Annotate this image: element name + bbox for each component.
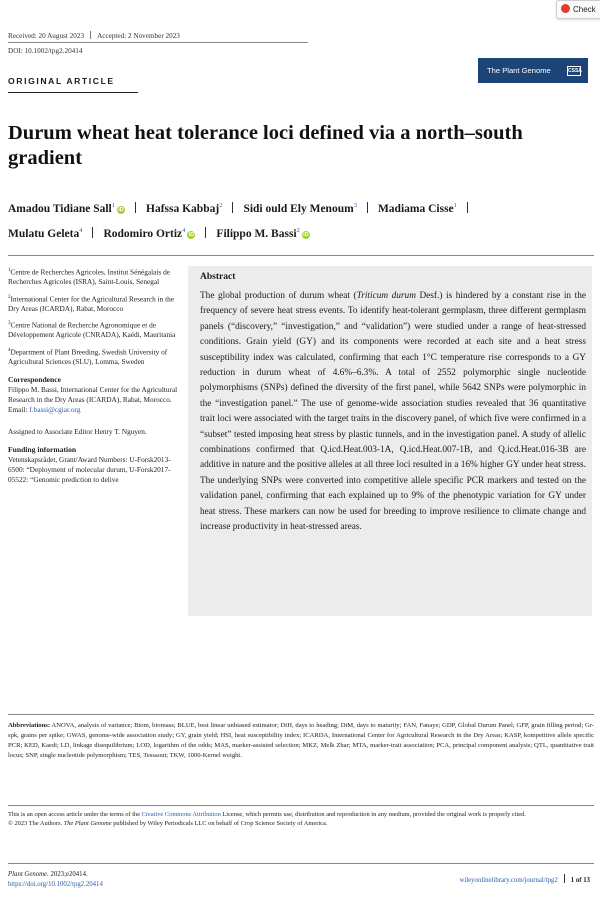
copyright-journal: The Plant Genome <box>63 820 112 827</box>
license-line-1 <box>8 810 594 819</box>
author-6[interactable] <box>103 228 195 240</box>
license-text: License, which permits use, distribution and reproduction in any medium, provided the original work is properly cited. <box>220 811 526 818</box>
author-3[interactable] <box>243 203 357 215</box>
citation-volume: 2023;e20414. <box>48 871 88 878</box>
abbrev-divider <box>8 714 594 715</box>
funding-heading: Funding information <box>8 444 77 454</box>
author-aff: 1 <box>453 202 457 209</box>
affiliation-text: International Center for the Agricultural Research in the Dry Areas (ICARDA), Rabat, Morocco <box>8 293 175 313</box>
journal-site-link[interactable]: wileyonlinelibrary.com/journal/tpg2 <box>459 877 558 884</box>
abstract-box <box>188 266 592 616</box>
affiliation-text: Centre de Recherches Agricoles, Institut Sénégalais de Recherches Agricoles (ISRA), Saint-Louis, Senegal <box>8 267 170 287</box>
orcid-icon[interactable]: iD <box>303 231 309 238</box>
author-aff: 2 <box>296 226 300 234</box>
author-separator <box>92 227 93 238</box>
article-dates <box>8 31 180 40</box>
orcid-icon[interactable]: iD <box>188 231 195 238</box>
abstract-species: Triticum durum <box>356 291 416 301</box>
abstract-text-1: The global production of durum wheat ( <box>200 291 357 301</box>
funding-text: Vetenskapsrådet, Grant/Award Numbers: U-Forsk2013-6500: “Deployment of molecular durum, U-Forsk2017-05522: “Genomic prediction to delive <box>8 455 171 484</box>
affiliation-2 <box>8 293 178 314</box>
associate-editor: Assigned to Associate Editor Henry T. Nguyen. <box>8 426 147 436</box>
author-separator <box>367 202 368 213</box>
orcid-icon[interactable]: iD <box>118 206 124 213</box>
author-separator <box>135 202 136 213</box>
journal-badge[interactable] <box>478 58 588 83</box>
accepted-date: Accepted: 2 November 2023 <box>97 32 180 40</box>
author-aff: 3 <box>353 202 357 209</box>
author-separator <box>205 227 206 238</box>
abbreviations-text: ANOVA, analysis of variance; Biom, biomass; BLUE, best linear unbiased estimator; DtH, days to heading; DtM, days to maturity; FAN, Fanaye; GDP, Global Durum Panel; GFP, grain filling period; Gr-spk, grains per spike; GWAS, genome-wide association study; GY, grain yield; HSI, heat susceptibility index; ICARDA, International Center for Agricultural Research in the Dry Areas; KASP, kompetitive allele specific PCR; KED, Kaedi; LD, linkage disequilibrium; LOD, logarithm of the odds; MAS, marker-assisted selection; MKZ, Melk Zhar; MTA, marker-trait association; PCA, principal component analysis; QTL, quantitative trait locus; SNP, single nucleotide polymorphism; TES, Tessaout; TKW, 1000-Kernel weight. <box>8 722 594 759</box>
meta-divider <box>8 42 308 43</box>
abstract-heading: Abstract <box>200 272 236 282</box>
footer-right <box>459 874 590 884</box>
footer-separator <box>564 874 565 883</box>
copyright-text: © 2023 The Authors. <box>8 820 64 827</box>
license-block <box>8 810 594 828</box>
footer-citation <box>8 870 103 889</box>
author-1[interactable] <box>8 203 125 215</box>
author-2[interactable] <box>146 203 222 215</box>
author-aff: 4 <box>182 226 186 234</box>
correspondence-address: Filippo M. Bassi, International Center for the Agricultural Research in the Dry Areas (ICARDA), Rabat, Morocco. <box>8 385 178 405</box>
affiliation-3 <box>8 319 178 340</box>
cc-license-link[interactable]: Creative Commons Attribution <box>141 811 221 818</box>
abbreviations <box>8 721 594 761</box>
citation-journal: Plant Genome. <box>8 871 49 878</box>
author-4[interactable] <box>378 203 457 215</box>
check-for-updates-button[interactable] <box>556 0 600 19</box>
affiliation-1 <box>8 266 178 287</box>
abstract-text-2: Desf.) is hindered by a constant rise in the frequency of severe heat stress events. To identify heat-tolerant germplasm, three different germplasm panels (“discovery,” “investigation,” and “validation”) were studied under a range of heat-stressed conditions. Grain yield (GY) and its components were recorded at each site and a heat stress susceptibility index was calculated, confirming that each 1°C temperature rise corresponds to a GY reduction in durum wheat of 4.6%–6.3%. A total of 2552 polymorphic single nucleotide polymorphisms (SNPs) defined the diversity of the first panel, while 5642 SNPs were polymorphic in the “investigation panel.” The use of genome-wide association studies revealed that 36 quantitative trait loci were associated with the target traits in the discovery panel, of which five were confirmed in a “subset” tested imposing heat stress by plastic tunnels, and in the investigation panel. A study of allelic combinations confirmed that Q.icd.Heat.003-1A, Q.icd.Heat.007-1B, and Q.icd.Heat.016-3B are additive in nature and the positive alleles at all three loci resulted in a 16% higher GY under heat stress. The underlying SNPs were converted into competitive allele specific PCR markers and tested on the validation panel, confirming that each explained up to 9% of the phenotypic variation for GY under heat stress. These markers can now be used for breeding to improve resilience to climate change and increase productivity in heat-stressed areas. <box>200 291 586 533</box>
author-7[interactable] <box>216 228 309 240</box>
author-separator <box>467 202 468 213</box>
article-title: Durum wheat heat tolerance loci defined via a north–south gradient <box>8 122 523 169</box>
author-name: Hafssa Kabbaj <box>146 202 220 215</box>
article-doi[interactable]: DOI: 10.1002/tpg2.20414 <box>8 47 83 55</box>
license-divider <box>8 805 594 806</box>
license-text: This is an open access article under the terms of the <box>8 811 142 818</box>
author-aff: 4 <box>79 226 83 234</box>
author-list <box>8 195 598 245</box>
author-5[interactable] <box>8 228 82 240</box>
section-underline <box>8 92 138 93</box>
author-aff: 1 <box>111 202 116 209</box>
journal-badge-text: The Plant Genome <box>487 66 551 75</box>
affiliation-4 <box>8 346 178 367</box>
author-name: Amadou Tidiane Sall <box>8 202 112 215</box>
affiliation-text: Centre National de Recherche Agronomique et de Développement Agricole (CNRADA), Kaédi, Mauritania <box>8 320 176 340</box>
author-aff: 2 <box>219 202 223 209</box>
section-label: ORIGINAL ARTICLE <box>8 76 115 86</box>
license-line-2 <box>8 819 594 828</box>
affiliation-number: 2 <box>8 294 11 300</box>
footer-divider <box>8 863 594 864</box>
email-label: Email: <box>8 404 28 414</box>
abbreviations-label: Abbreviations: <box>8 722 51 729</box>
affiliations-column <box>8 266 178 490</box>
cssa-logo-icon: CSSA <box>568 68 582 74</box>
copyright-text: published by Wiley Periodicals LLC on behalf of Crop Science Society of America. <box>111 820 328 827</box>
author-name: Filippo M. Bassi <box>216 227 297 240</box>
author-name: Sidi ould Ely Menoum <box>243 202 354 215</box>
correspondence-email-link[interactable]: f.bassi@cgiar.org <box>29 404 81 414</box>
check-button-label: Check <box>573 5 596 14</box>
correspondence-text <box>8 385 178 414</box>
author-divider <box>8 255 594 256</box>
author-name: Madiama Cisse <box>377 202 454 215</box>
affiliation-number: 1 <box>8 268 11 273</box>
abstract-body <box>200 289 586 536</box>
author-separator <box>232 202 233 213</box>
received-date: Received: 20 August 2023 <box>8 32 85 40</box>
affiliation-number: 3 <box>8 321 11 327</box>
affiliation-number: 4 <box>8 347 11 353</box>
correspondence-heading: Correspondence <box>8 374 62 384</box>
crossmark-icon <box>561 4 570 13</box>
author-name: Rodomiro Ortiz <box>103 227 183 240</box>
affiliation-text: Department of Plant Breeding, Swedish University of Agricultural Sciences (SLU), Lomma, Sweden <box>8 346 168 366</box>
doi-link[interactable]: https://doi.org/10.1002/tpg2.20414 <box>8 880 103 888</box>
date-separator <box>90 31 91 39</box>
page-number: 1 of 13 <box>570 877 590 884</box>
author-name: Mulatu Geleta <box>8 227 80 240</box>
